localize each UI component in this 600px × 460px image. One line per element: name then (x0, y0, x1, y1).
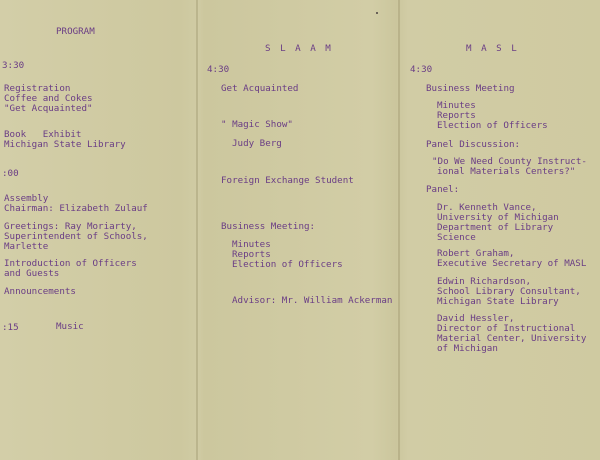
slaam-get-acquainted: Get Acquainted (221, 83, 299, 94)
greetings-line: Greetings: Ray Moriarty, (4, 221, 137, 232)
masl-business-meeting: Business Meeting (426, 83, 515, 94)
slaam-minutes: Minutes (232, 239, 271, 250)
question-line-1: "Do We Need County Instruct- (432, 156, 587, 167)
hessler-title-2: Material Center, University (437, 333, 587, 344)
hessler-title-3: of Michigan (437, 343, 498, 354)
chairman-line: Chairman: Elizabeth Zulauf (4, 203, 148, 214)
vance-name: Dr. Kenneth Vance, (437, 202, 537, 213)
book-exhibit-sponsor: Michigan State Library (4, 139, 126, 150)
graham-name: Robert Graham, (437, 248, 515, 259)
get-acquainted-line: "Get Acquainted" (4, 103, 93, 114)
panel-discussion-label: Panel Discussion: (426, 139, 521, 150)
masl-reports: Reports (437, 110, 476, 121)
assembly-line: Assembly (4, 193, 49, 204)
vance-department: Department of Library (437, 222, 554, 233)
judy-berg-line: Judy Berg (232, 138, 282, 149)
richardson-title: School Library Consultant, (437, 286, 581, 297)
program-heading: PROGRAM (56, 26, 95, 37)
richardson-library: Michigan State Library (437, 296, 559, 307)
hessler-title-1: Director of Instructional (437, 323, 576, 334)
graham-title: Executive Secretary of MASL (437, 258, 587, 269)
richardson-name: Edwin Richardson, (437, 276, 532, 287)
advisor-line: Advisor: Mr. William Ackerman (232, 295, 393, 306)
fold-line-left (196, 0, 198, 460)
vance-university: University of Michigan (437, 212, 559, 223)
introduction-line: Introduction of Officers (4, 258, 137, 269)
question-line-2: ional Materials Centers?" (437, 166, 576, 177)
foreign-student-line: Foreign Exchange Student (221, 175, 354, 186)
slaam-time: 4:30 (207, 64, 230, 75)
slaam-election: Election of Officers (232, 259, 343, 270)
masl-heading: M A S L (466, 43, 519, 54)
masl-election: Election of Officers (437, 120, 548, 131)
slaam-reports: Reports (232, 249, 271, 260)
program-time-3: :15 (2, 322, 19, 333)
panel-label: Panel: (426, 184, 460, 195)
registration-line: Registration (4, 83, 71, 94)
music-line: Music (56, 321, 84, 332)
coffee-line: Coffee and Cokes (4, 93, 93, 104)
slaam-heading: S L A A M (265, 43, 333, 54)
program-time-1: 3:30 (2, 60, 25, 71)
book-exhibit-line: Book Exhibit (4, 129, 82, 140)
slaam-business-meeting: Business Meeting: (221, 221, 316, 232)
masl-time: 4:30 (410, 64, 433, 75)
announcements-line: Announcements (4, 286, 76, 297)
marlette-line: Marlette (4, 241, 49, 252)
vance-science: Science (437, 232, 476, 243)
ink-speck (376, 12, 378, 14)
masl-minutes: Minutes (437, 100, 476, 111)
guests-line: and Guests (4, 268, 60, 279)
magic-show-line: " Magic Show" (221, 119, 293, 130)
fold-line-right (398, 0, 400, 460)
hessler-name: David Hessler, (437, 313, 515, 324)
superintendent-line: Superintendent of Schools, (4, 231, 148, 242)
program-time-2: :00 (2, 168, 19, 179)
